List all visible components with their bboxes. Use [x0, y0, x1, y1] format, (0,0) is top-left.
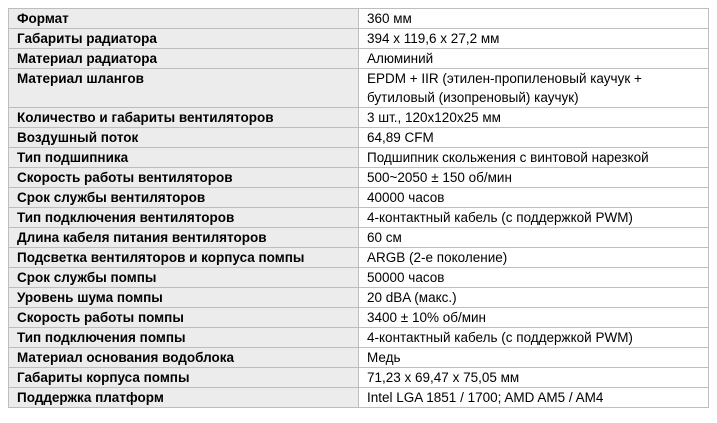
spec-label: Поддержка платформ: [9, 388, 359, 408]
table-row: [9, 308, 709, 328]
table-row: [9, 69, 709, 108]
spec-label: Тип подшипника: [9, 148, 359, 168]
spec-value: 50000 часов: [359, 268, 709, 288]
table-row: [9, 248, 709, 268]
spec-label: Срок службы помпы: [9, 268, 359, 288]
table-row: [9, 348, 709, 368]
spec-value: 4-контактный кабель (с поддержкой PWM): [359, 328, 709, 348]
spec-value: EPDM + IIR (этилен-пропиленовый каучук + бутиловый (изопреновый) каучук): [359, 69, 709, 108]
spec-value: 394 x 119,6 x 27,2 мм: [359, 29, 709, 49]
table-row: [9, 228, 709, 248]
table-row: [9, 128, 709, 148]
spec-value: Intel LGA 1851 / 1700; AMD AM5 / AM4: [359, 388, 709, 408]
spec-label: Формат: [9, 9, 359, 29]
spec-label: Количество и габариты вентиляторов: [9, 108, 359, 128]
table-row: [9, 9, 709, 29]
spec-value: 40000 часов: [359, 188, 709, 208]
spec-value: Алюминий: [359, 49, 709, 69]
spec-label: Длина кабеля питания вентиляторов: [9, 228, 359, 248]
spec-label: Габариты корпуса помпы: [9, 368, 359, 388]
spec-value: 500~2050 ± 150 об/мин: [359, 168, 709, 188]
table-row: [9, 108, 709, 128]
spec-label: Подсветка вентиляторов и корпуса помпы: [9, 248, 359, 268]
spec-value: 360 мм: [359, 9, 709, 29]
table-row: [9, 168, 709, 188]
table-row: [9, 208, 709, 228]
table-row: [9, 368, 709, 388]
spec-value: 3400 ± 10% об/мин: [359, 308, 709, 328]
spec-value: ARGB (2-е поколение): [359, 248, 709, 268]
spec-label: Срок службы вентиляторов: [9, 188, 359, 208]
spec-label: Тип подключения вентиляторов: [9, 208, 359, 228]
table-row: [9, 388, 709, 408]
table-row: [9, 288, 709, 308]
table-row: [9, 268, 709, 288]
spec-value: 20 dBA (макс.): [359, 288, 709, 308]
specifications-table: [8, 8, 709, 408]
spec-label: Материал основания водоблока: [9, 348, 359, 368]
spec-value: Подшипник скольжения с винтовой нарезкой: [359, 148, 709, 168]
spec-label: Воздушный поток: [9, 128, 359, 148]
spec-label: Габариты радиатора: [9, 29, 359, 49]
spec-label: Скорость работы вентиляторов: [9, 168, 359, 188]
spec-label: Материал радиатора: [9, 49, 359, 69]
spec-label: Уровень шума помпы: [9, 288, 359, 308]
table-row: [9, 148, 709, 168]
spec-label: Тип подключения помпы: [9, 328, 359, 348]
spec-value: 3 шт., 120x120x25 мм: [359, 108, 709, 128]
spec-value: 60 см: [359, 228, 709, 248]
spec-label: Материал шлангов: [9, 69, 359, 108]
spec-label: Скорость работы помпы: [9, 308, 359, 328]
table-row: [9, 188, 709, 208]
table-row: [9, 328, 709, 348]
table-row: [9, 49, 709, 69]
spec-value: Медь: [359, 348, 709, 368]
spec-value: 71,23 x 69,47 x 75,05 мм: [359, 368, 709, 388]
spec-value: 4-контактный кабель (с поддержкой PWM): [359, 208, 709, 228]
table-row: [9, 29, 709, 49]
spec-value: 64,89 CFM: [359, 128, 709, 148]
